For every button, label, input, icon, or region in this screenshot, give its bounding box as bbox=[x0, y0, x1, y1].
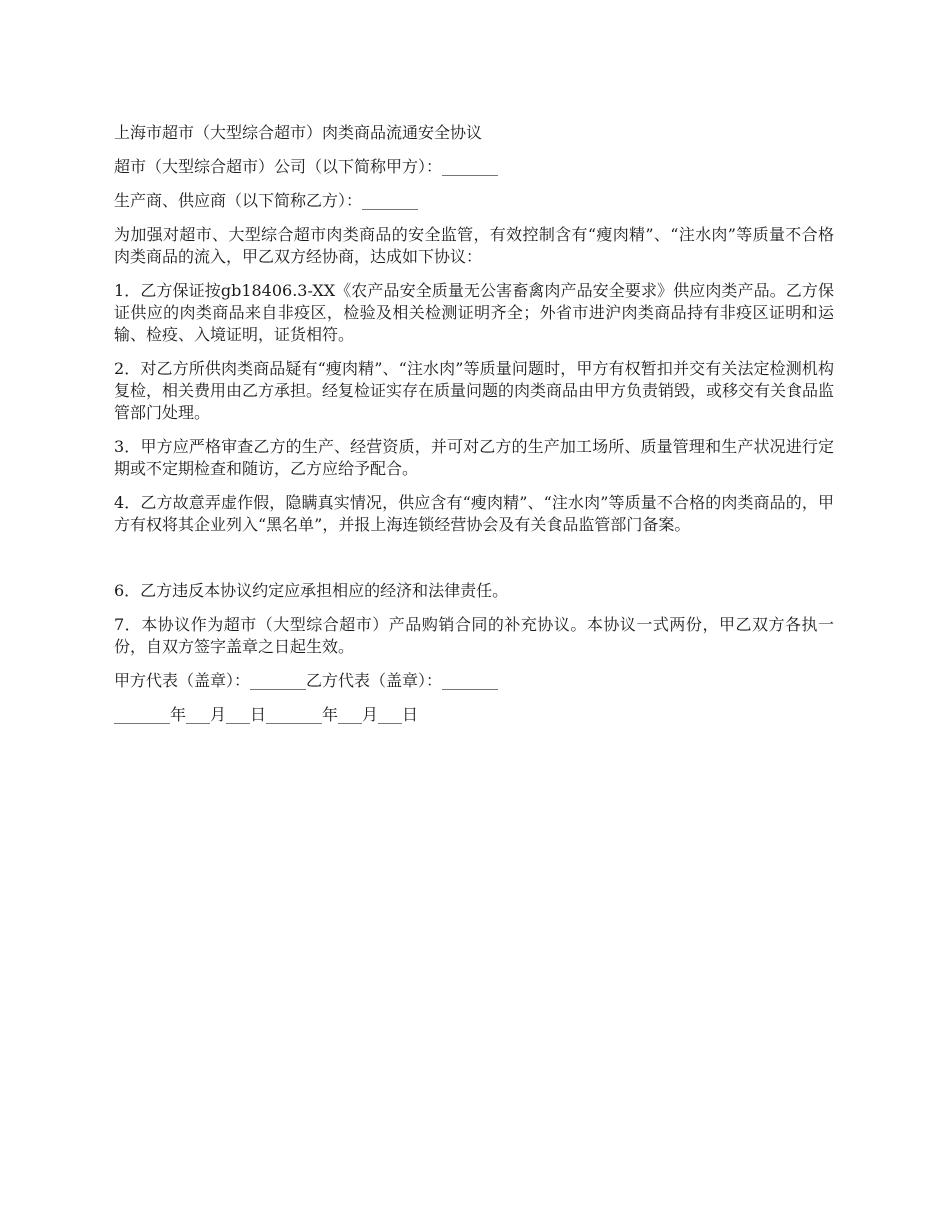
preamble-paragraph: 为加强对超市、大型综合超市肉类商品的安全监管，有效控制含有“瘦肉精”、“注水肉”等质量不合格肉类商品的流入，甲乙双方经协商，达成如下协议： bbox=[114, 225, 834, 266]
blank-gap bbox=[114, 548, 834, 580]
date-line: _______年___月___日_______年___月___日 bbox=[114, 705, 419, 724]
document-title: 上海市超市（大型综合超市）肉类商品流通安全协议 bbox=[114, 123, 483, 142]
clause-6: 6．乙方违反本协议约定应承担相应的经济和法律责任。 bbox=[114, 581, 509, 600]
clause-4: 4．乙方故意弄虚作假，隐瞒真实情况，供应含有“瘦肉精”、“注水肉”等质量不合格的肉类商品的，甲方有权将其企业列入“黑名单”，并报上海连锁经营协会及有关食品监管部门备案。 bbox=[114, 493, 834, 534]
clause-2: 2．对乙方所供肉类商品疑有“瘦肉精”、“注水肉”等质量问题时，甲方有权暂扣并交有关法定检测机构复检，相关费用由乙方承担。经复检证实存在质量问题的肉类商品由甲方负责销毁，或移交有关食品监管部门处理。 bbox=[114, 359, 835, 422]
clause-7: 7．本协议作为超市（大型综合超市）产品购销合同的补充协议。本协议一式两份，甲乙双方各执一份，自双方签字盖章之日起生效。 bbox=[114, 615, 834, 656]
clause-3: 3．甲方应严格审查乙方的生产、经营资质，并可对乙方的生产加工场所、质量管理和生产状况进行定期或不定期检查和随访，乙方应给予配合。 bbox=[114, 437, 834, 478]
party-a-line: 超市（大型综合超市）公司（以下简称甲方）：_______ bbox=[114, 157, 499, 176]
signature-line: 甲方代表（盖章）：_______乙方代表（盖章）：_______ bbox=[114, 671, 499, 690]
clause-1: 1．乙方保证按gb18406.3-XX《农产品安全质量无公害畜禽肉产品安全要求》供应肉类产品。乙方保证供应的肉类商品来自非疫区，检验及相关检测证明齐全；外省市进沪肉类商品持有非疫区证明和运输、检疫、入境证明，证货相符。 bbox=[114, 281, 834, 344]
document-body bbox=[114, 122, 834, 738]
party-b-line: 生产商、供应商（以下简称乙方）：_______ bbox=[114, 191, 419, 210]
